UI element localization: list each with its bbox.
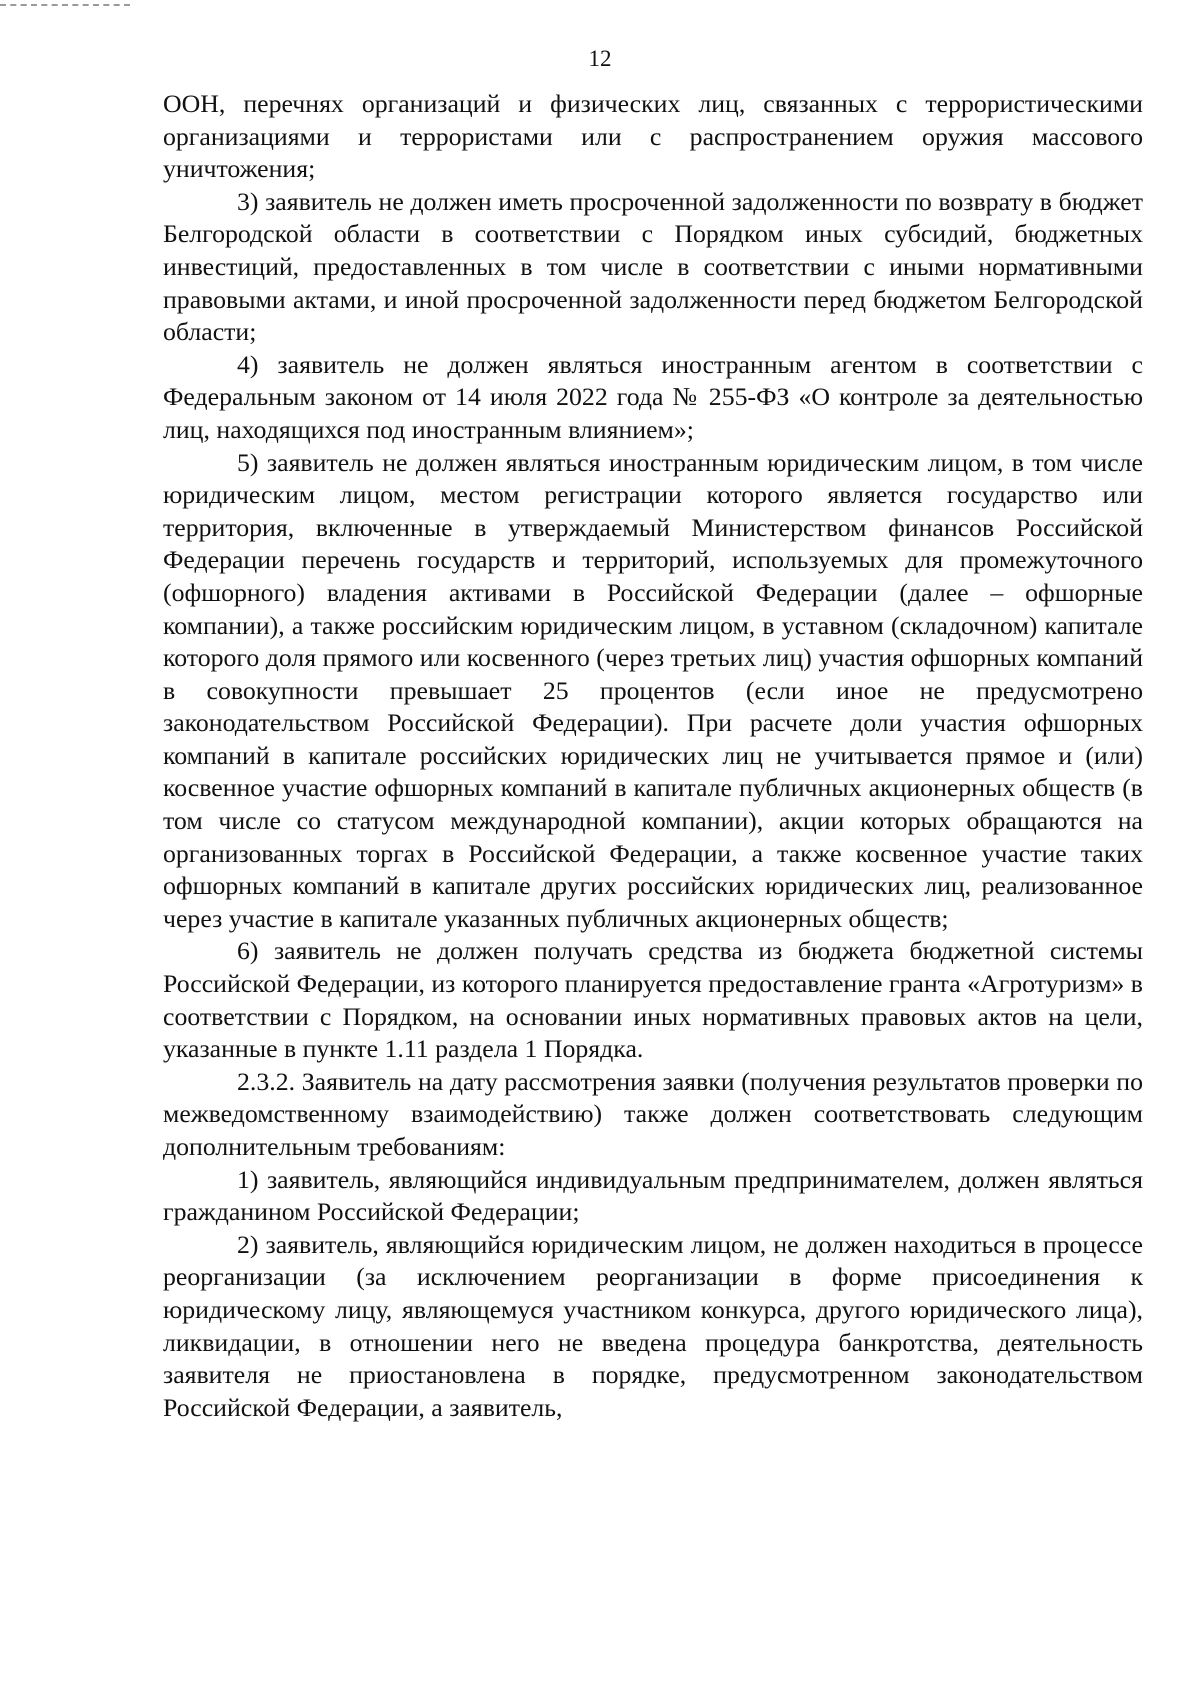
paragraph-item-3: 3) заявитель не должен иметь просроченной задолженности по возврату в бюджет Белгородской области в соответствии с Порядком иных субсидий, бюджетных инвестиций, предоставленных в том числе в соответствии с иными нормативными правовыми актами, и иной просроченной задолженности перед бюджетом Белгородской области;: [163, 186, 1143, 347]
paragraph-subitem-2: 2) заявитель, являющийся юридическим лицом, не должен находиться в процессе реорганизации (за исключением реорганизации в форме присоединения к юридическому лицу, являющемуся участником конкурса, другого юридического лица), ликвидации, в отношении него не введена процедура банкротства, деятельность заявителя не приостановлена в порядке, предусмотренном законодательством Российской Федерации, а заявитель,: [163, 1229, 1143, 1422]
paragraph-item-6: 6) заявитель не должен получать средства из бюджета бюджетной системы Российской Федерации, из которого планируется предоставление гранта «Агротуризм» в соответствии с Порядком, на основании иных нормативных правовых актов на цели, указанные в пункте 1.11 раздела 1 Порядка.: [163, 936, 1143, 1064]
scan-edge-mark: [0, 4, 130, 6]
paragraph-continuation: ООН, перечнях организаций и физических лиц, связанных с террористическими организациями и террористами или с распространением оружия массового уничтожения;: [163, 89, 1143, 184]
paragraph-subitem-1: 1) заявитель, являющийся индивидуальным предпринимателем, должен являться гражданином Российской Федерации;: [163, 1164, 1143, 1227]
paragraph-item-4: 4) заявитель не должен являться иностранным агентом в соответствии с Федеральным законом от 14 июля 2022 года № 255-ФЗ «О контроле за деятельностью лиц, находящихся под иностранным влиянием»;: [163, 349, 1143, 444]
paragraph-section-2-3-2: 2.3.2. Заявитель на дату рассмотрения заявки (получения результатов проверки по межведомственному взаимодействию) также должен соответствовать следующим дополнительным требованиям:: [163, 1066, 1143, 1161]
page-number: 12: [588, 46, 612, 71]
paragraph-item-5: 5) заявитель не должен являться иностранным юридическим лицом, в том числе юридическим лицом, местом регистрации которого является государство или территория, включенные в утверждаемый Министерством финансов Российской Федерации перечень государств и территорий, используемых для промежуточного (офшорного) владения активами в Российской Федерации (далее – офшорные компании), а также российским юридическим лицом, в уставном (складочном) капитале которого доля прямого или косвенного (через третьих лиц) участия офшорных компаний в совокупности превышает 25 процентов (если иное не предусмотрено законодательством Российской Федерации). При расчете доли участия офшорных компаний в капитале российских юридических лиц не учитывается прямое и (или) косвенное участие офшорных компаний в капитале публичных акционерных обществ (в том числе со статусом международной компании), акции которых обращаются на организованных торгах в Российской Федерации, а также косвенное участие таких офшорных компаний в капитале других российских юридических лиц, реализованное через участие в капитале указанных публичных акционерных обществ;: [163, 447, 1143, 933]
document-body: [163, 88, 1143, 1424]
